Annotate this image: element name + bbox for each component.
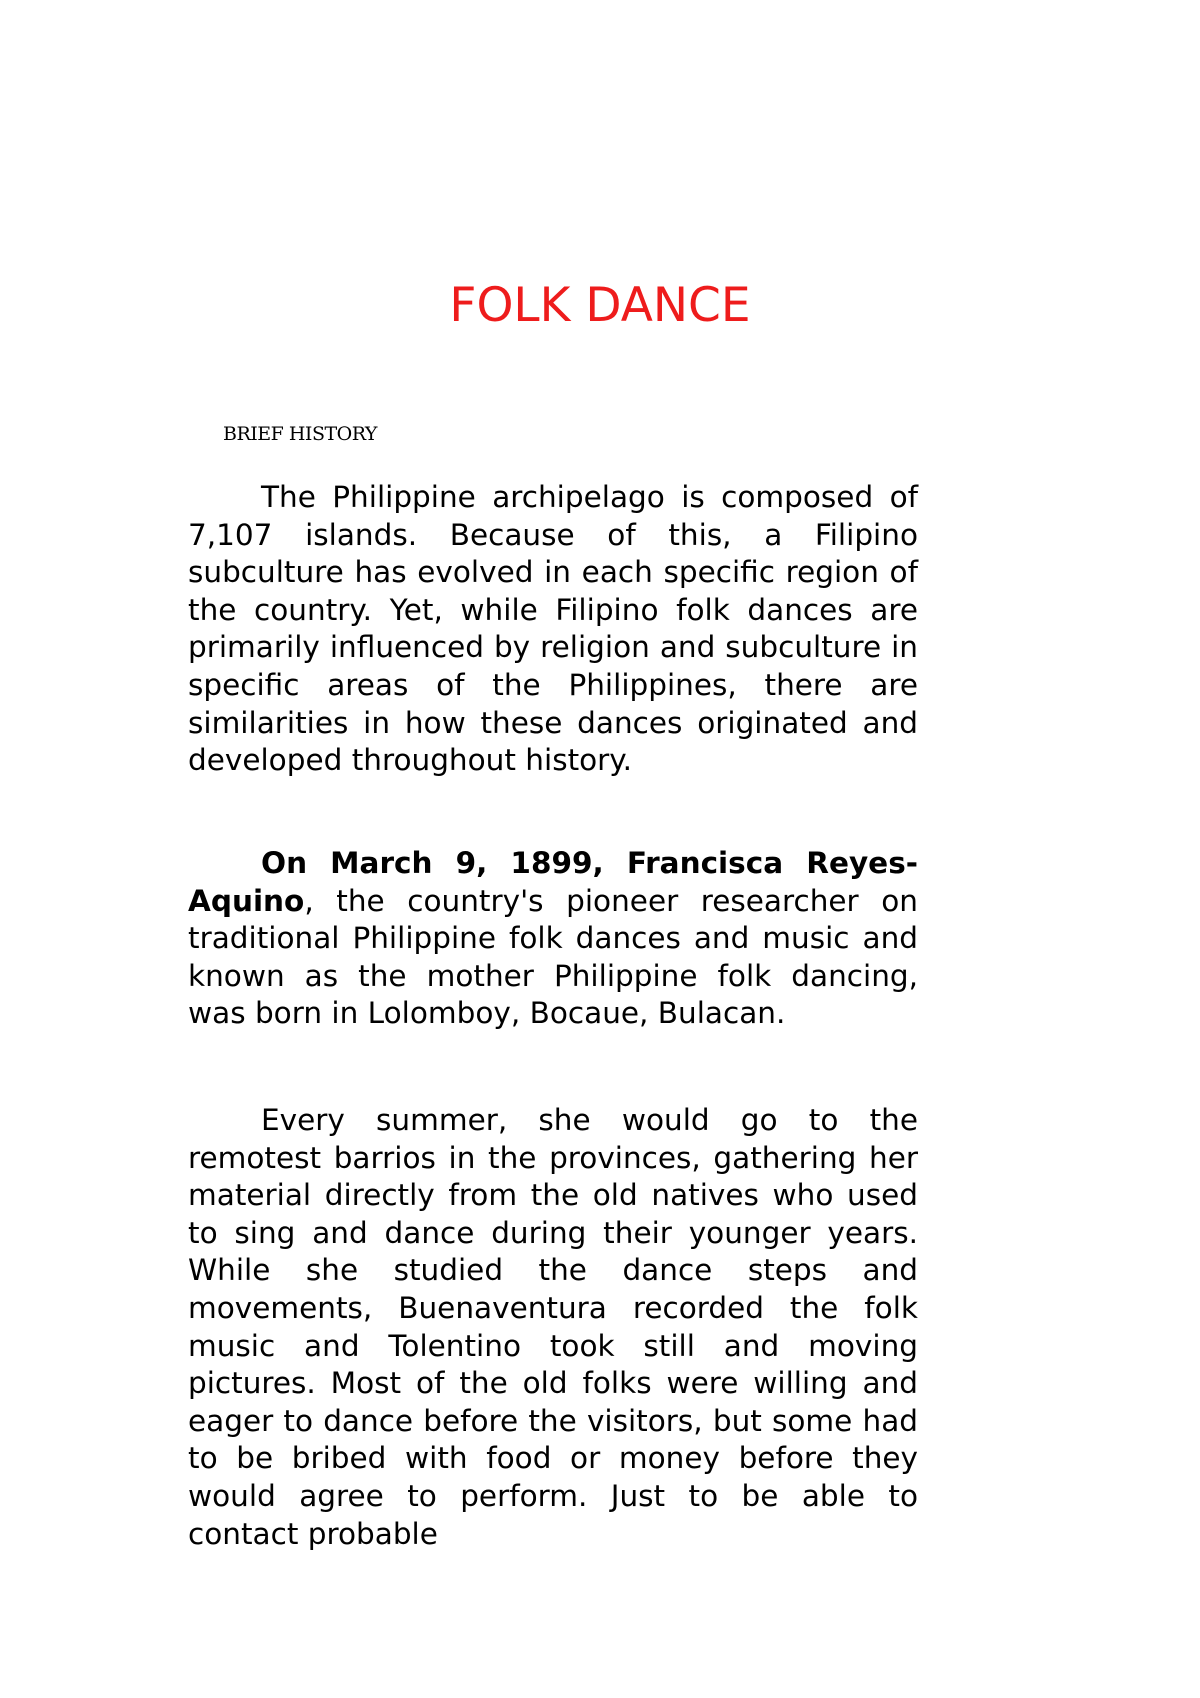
paragraph-summer: Every summer, she would go to the remotest barrios in the provinces, gathering her material directly from the old natives who used to sing and dance during their younger years. While she studied the dance steps and movements, Buenaventura recorded the folk music and Tolentino took still and moving pictures. Most of the old folks were willing and eager to dance before the visitors, but some had to be bribed with food or money before they would agree to perform. Just to be able to contact probable bbox=[188, 1103, 918, 1551]
paragraph-birth-rest: , the country's pioneer researcher on traditional Philippine folk dances and music and known as the mother Philippine folk dancing, was born in Lolomboy, Bocaue, Bulacan. bbox=[188, 883, 918, 1031]
page-title: FOLK DANCE bbox=[449, 278, 751, 333]
paragraph-birth-bold: On March 9, 1899, Francisca Reyes-Aquino bbox=[188, 846, 918, 918]
paragraph-birth bbox=[188, 845, 918, 1033]
paragraph-archipelago: The Philippine archipelago is composed of 7,107 islands. Because of this, a Filipino subculture has evolved in each specific region of the country. Yet, while Filipino folk dances are primarily influenced by religion and subculture in specific areas of the Philippines, there are similarities in how these dances originated and developed throughout history. bbox=[188, 480, 918, 778]
section-heading: BRIEF HISTORY bbox=[223, 423, 377, 445]
